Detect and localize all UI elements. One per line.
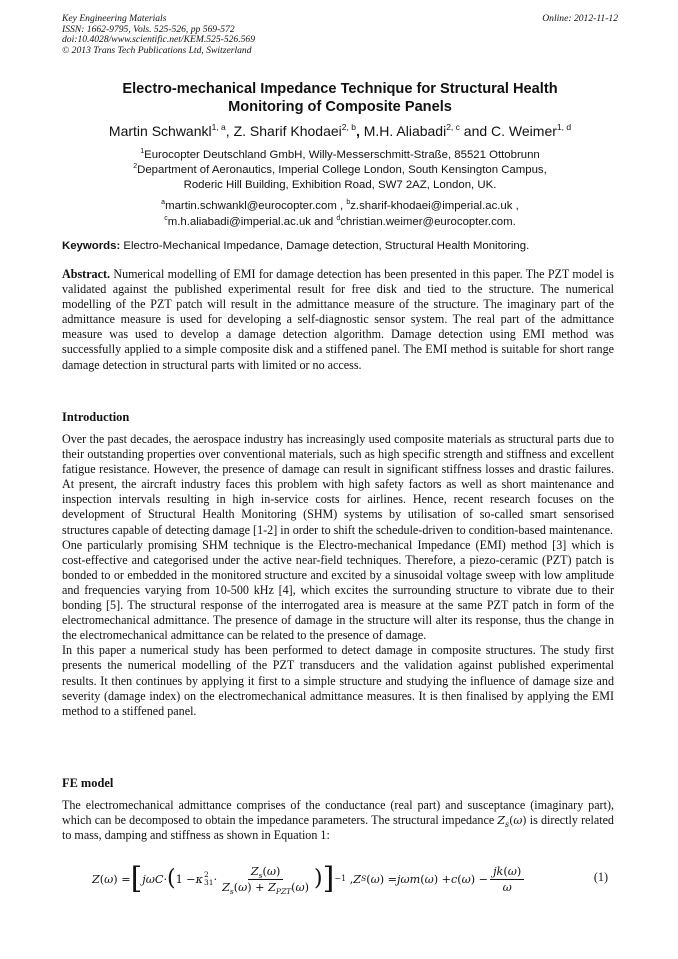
author-name: C. Weimer: [491, 123, 557, 139]
author-affiliation-mark: 2, c: [446, 122, 460, 132]
email-list: [62, 199, 618, 230]
introduction-body: [62, 432, 614, 719]
title-line-1: Electro-mechanical Impedance Technique for Structural Health: [122, 81, 558, 97]
equation-body: Z ( ω ) = [ jωC · ( 1 − κ 2 31 · $\frac{Z_s(\omega)}{Z_s(\omega) + Z_{PZT}(\omega)}$ ) ] −1 , Z S ( ω ) = jωm ( ω ) + c ( ω ) − $\frac{jk(\omega)}{\omega}$: [92, 851, 572, 907]
author-affiliation-mark: 1, a: [211, 122, 226, 132]
equation-1: [62, 851, 614, 907]
structural-impedance-symbol: $Z_s(\omega)$: [497, 814, 527, 830]
affiliation-mark: 2: [133, 163, 138, 171]
publication-header: [62, 14, 618, 56]
equation-fraction: $\frac{jk(\omega)}{\omega}$: [490, 865, 524, 894]
separator: ,: [336, 200, 347, 212]
affiliation-mark: 1: [140, 148, 145, 155]
paragraph: In this paper a numerical study has been performed to detect damage in composite structures. The study first presents the numerical modelling of the PZT transducers and the validation against published experimental results. It then continues by applying it first to a simple structure and studying the influence of damage size and severity (damage index) on the electromechanical admittance measures. It is then finalised by applying the EMI method to a stiffened panel.: [62, 643, 614, 718]
separator: and: [310, 215, 337, 228]
email-mark: b: [346, 199, 351, 206]
email-line-1: [62, 199, 618, 215]
fe-model-body: [62, 798, 614, 843]
email-address[interactable]: m.h.aliabadi@imperial.ac.uk: [167, 215, 311, 228]
paragraph-text: The electromechanical admittance comprises of the conductance (real part) and susceptance (imaginary part), which can be decomposed to obtain the impedance parameters. The structural impedance: [62, 798, 614, 828]
equation-fraction: $\frac{Z_s(\omega)}{Z_s(\omega) + Z_{PZT}(\omega)}$: [222, 864, 310, 896]
author-affiliation-mark: 2, b: [341, 122, 356, 132]
email-mark: d: [336, 214, 341, 222]
email-address[interactable]: christian.weimer@eurocopter.com.: [340, 215, 516, 228]
affiliation-text: Eurocopter Deutschland GmbH, Willy-Messerschmitt-Straße, 85521 Ottobrunn: [144, 149, 540, 161]
paragraph: Over the past decades, the aerospace industry has increasingly used composite materials as structural parts due to their outstanding properties over conventional materials, such as high specific strength and stiffness and excellent fatigue resistance. However, the presence of damage can result in significant stiffness losses and drastic failures. At present, the aircraft industry faces this problem with high safety factors as well as short maintenance and inspection intervals resulting in high in-service costs for airlines. Hence, recent research focuses on the development of Structural Health Monitoring (SHM) systems by utilisation of so-called smart sensorised structures capable of detecting damage [1-2] in order to shift the schedule-driven to condition-based maintenance.: [62, 432, 614, 537]
affiliations: [62, 148, 618, 194]
affiliation-text: Department of Aeronautics, Imperial College London, South Kensington Campus,: [137, 164, 547, 177]
equation-number: (1): [593, 870, 608, 884]
abstract: [62, 267, 614, 373]
paragraph-text: is directly related to mass, damping and stiffness as shown in Equation 1:: [62, 813, 614, 843]
keywords-text: Electro-Mechanical Impedance, Damage detection, Structural Health Monitoring.: [120, 240, 530, 252]
email-line-2: [62, 215, 618, 231]
paragraph: One particularly promising SHM technique is the Electro-mechanical Impedance (EMI) method [3] which is cost-effective and categorised under the active near-field techniques. Therefore, a piezo-ceramic (PZT) patch is bonded to or embedded in the monitored structure and excited by a sinusoidal voltage sweep with low amplitude and frequencies varying from 10-500 kHz [4], which excites the surrounding structure to vibrate due to their bonding [5]. The structural response of the interrogated area is measure at the same PZT patch in form of the electromechanical admittance. The presence of damage in the structure will alter its response, thus the change in the electromechanical admittance can be related to the presence of damage.: [62, 537, 614, 643]
author-name: Martin Schwankl: [108, 123, 212, 139]
author-list: Martin Schwankl$^{1, a}$, Z. Sharif Khodaei$^{2, b}$, M.H. Aliabadi$^{2, c}$ and C. Weimer$^{1, d}$: [108, 122, 572, 139]
abstract-text: Numerical modelling of EMI for damage detection has been presented in this paper. The PZT model is validated against the published experimental result for free disk and tied to the structure. The numerical modelling of the PZT patch will result in the admittance measure of the structure. The imaginary part of the admittance measure is used for developing a self-diagnostic sensor system. The real part of the admittance measure was used to develop a damage detection algorithm. Damage detection using EMI method was successfully applied to a simple composite disk and a stiffened panel. The EMI method is suitable for short range damage detection in structural parts with limited or no access.: [62, 267, 614, 372]
introduction-heading: Introduction: [62, 410, 130, 424]
fe-model-heading: FE model: [62, 776, 114, 790]
issn-line: ISSN: 1662-9795, Vols. 525-526, pp 569-572: [62, 23, 235, 35]
doi-line: doi:10.4028/www.scientific.net/KEM.525-526.569: [62, 34, 256, 46]
keywords-label: Keywords:: [62, 240, 121, 252]
affiliation-1: [62, 148, 618, 163]
keywords: [62, 239, 618, 253]
online-date: Online: 2012-11-12: [542, 13, 618, 24]
email-mark: a: [161, 199, 166, 206]
copyright-line: © 2013 Trans Tech Publications Ltd, Switzerland: [62, 44, 252, 56]
title-line-2: Monitoring of Composite Panels: [228, 99, 452, 115]
paper-title: [62, 80, 618, 116]
separator: ,: [512, 200, 519, 212]
email-address[interactable]: martin.schwankl@eurocopter.com: [165, 200, 337, 212]
abstract-label: Abstract.: [62, 267, 111, 281]
affiliation-2: [62, 163, 618, 178]
journal-name: Key Engineering Materials: [62, 13, 167, 24]
author-name: Z. Sharif Khodaei: [233, 123, 342, 139]
author-name: M.H. Aliabadi: [363, 123, 447, 139]
affiliation-2-cont: Roderic Hill Building, Exhibition Road, SW7 2AZ, London, UK.: [183, 179, 497, 192]
author-affiliation-mark: 1, d: [556, 122, 572, 132]
email-mark: c: [164, 214, 168, 222]
email-address[interactable]: z.sharif-khodaei@imperial.ac.uk: [350, 200, 513, 212]
